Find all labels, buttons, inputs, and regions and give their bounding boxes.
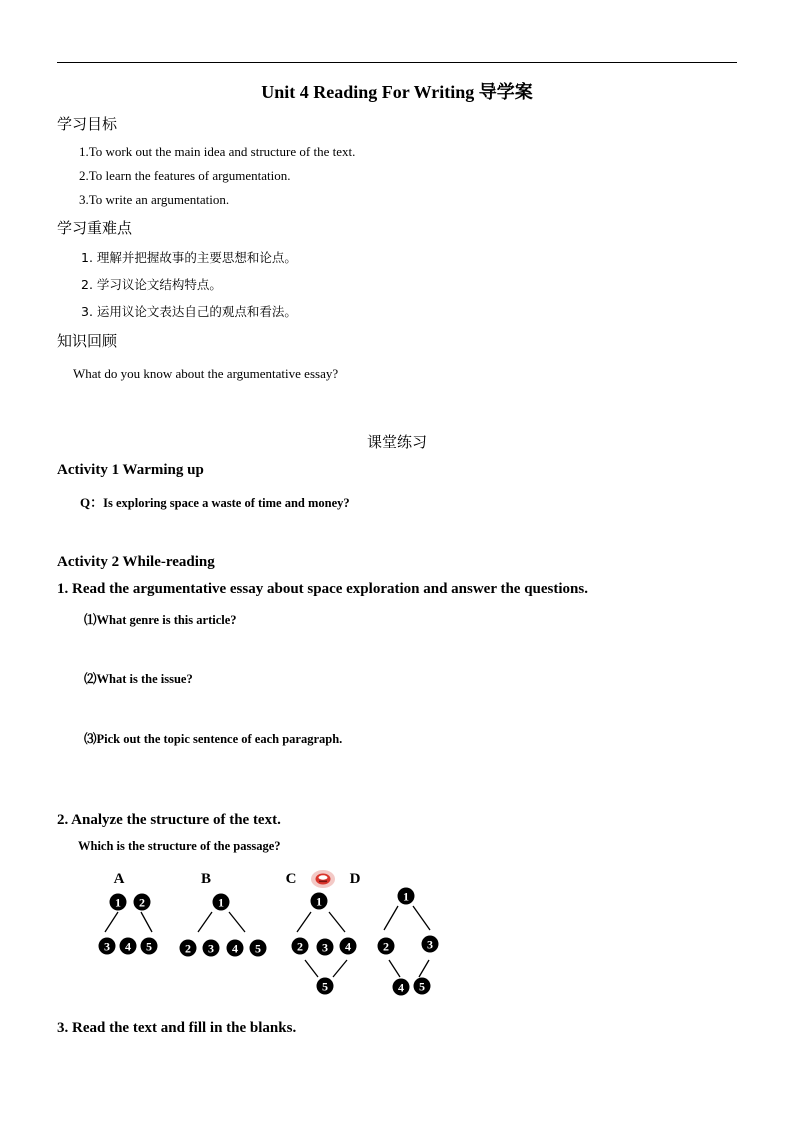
task2-question: Which is the structure of the passage?: [78, 839, 281, 853]
svg-text:2: 2: [139, 895, 145, 910]
option-c-label[interactable]: C: [285, 871, 297, 887]
sub-question-2: ⑵What is the issue?: [84, 672, 193, 686]
svg-text:3: 3: [104, 939, 110, 954]
key-point-item-3: 3. 运用议论文表达自己的观点和看法。: [81, 304, 297, 319]
svg-text:4: 4: [398, 980, 404, 995]
option-d-label[interactable]: D: [349, 871, 361, 887]
svg-text:4: 4: [345, 939, 351, 954]
task1-instruction: 1. Read the argumentative essay about space exploration and answer the questions.: [57, 581, 588, 597]
key-point-item-1: 1. 理解并把握故事的主要思想和论点。: [81, 250, 297, 265]
svg-text:1: 1: [218, 895, 224, 910]
activity1-title: Activity 1 Warming up: [57, 462, 204, 478]
review-heading: 知识回顾: [57, 332, 118, 350]
diagram-d-nodes: [378, 888, 439, 996]
sub-question-1: ⑴What genre is this article?: [84, 613, 237, 627]
svg-text:1: 1: [115, 895, 121, 910]
svg-text:4: 4: [232, 941, 238, 956]
diagram-c-nodes: [292, 893, 357, 995]
activity1-question: [80, 492, 350, 512]
svg-text:2: 2: [297, 939, 303, 954]
svg-text:1: 1: [316, 894, 322, 909]
task2-instruction: 2. Analyze the structure of the text.: [57, 812, 281, 828]
diagram-b-nodes: [180, 894, 267, 957]
review-question: What do you know about the argumentative essay?: [73, 366, 339, 381]
svg-text:3: 3: [427, 937, 433, 952]
task3-instruction: 3. Read the text and fill in the blanks.: [57, 1020, 297, 1036]
svg-text:4: 4: [125, 939, 131, 954]
svg-text:1: 1: [403, 889, 409, 904]
svg-text:5: 5: [322, 979, 328, 994]
decorative-badge-icon: [311, 870, 335, 888]
option-b-label[interactable]: B: [200, 871, 212, 887]
practice-heading: 课堂练习: [366, 433, 427, 451]
sub-question-3: ⑶Pick out the topic sentence of each paragraph.: [84, 732, 343, 746]
objectives-heading: 学习目标: [57, 115, 118, 133]
svg-text:5: 5: [146, 939, 152, 954]
key-point-item-2: 2. 学习议论文结构特点。: [81, 277, 222, 292]
diagram-a-nodes: [99, 894, 158, 955]
objective-item-3: 3.To write an argumentation.: [79, 192, 230, 207]
objective-item-2: 2.To learn the features of argumentation.: [79, 168, 291, 183]
header-rule: [57, 62, 737, 63]
svg-text:2: 2: [185, 941, 191, 956]
question-label: Q：: [80, 495, 104, 510]
svg-text:2: 2: [383, 939, 389, 954]
key-points-heading: 学习重难点: [57, 219, 133, 237]
structure-diagrams: [0, 860, 794, 1005]
option-a-label[interactable]: A: [113, 871, 125, 887]
objective-item-1: 1.To work out the main idea and structure of the text.: [79, 144, 356, 159]
question-text: Is exploring space a waste of time and money?: [103, 496, 350, 510]
page-title: Unit 4 Reading For Writing 导学案: [261, 82, 533, 102]
activity2-title: Activity 2 While-reading: [57, 554, 215, 570]
svg-text:3: 3: [322, 940, 328, 955]
svg-text:5: 5: [419, 979, 425, 994]
svg-text:3: 3: [208, 941, 214, 956]
svg-text:5: 5: [255, 941, 261, 956]
